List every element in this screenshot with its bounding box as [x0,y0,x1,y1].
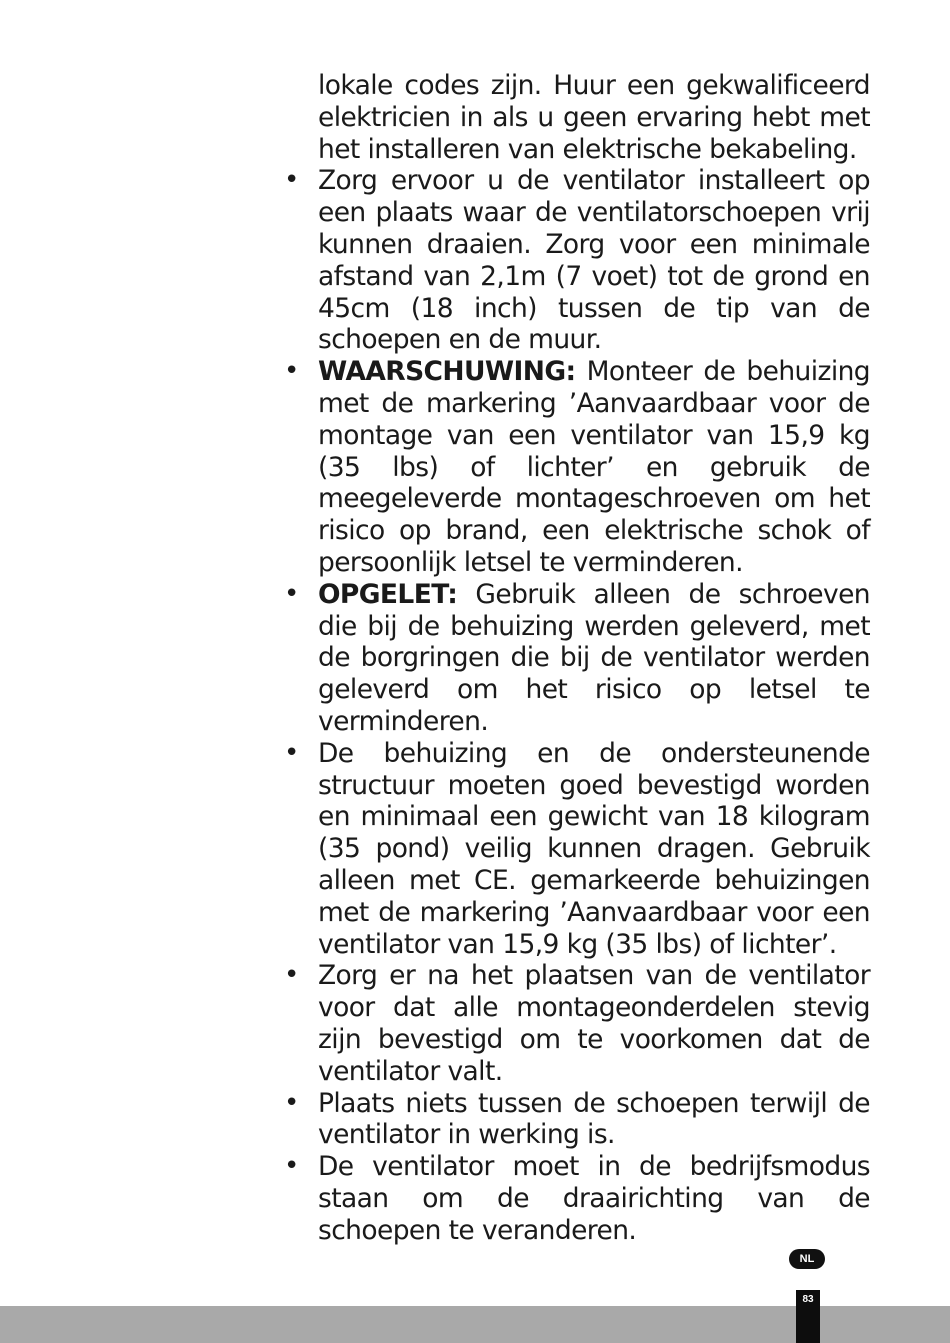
bullet-text: Monteer de behuizing met de markering ’Aanvaardbaar voor de montage van een ventilator van 15,9 kg (35 lbs) of lichter’ en gebruik de meegeleverde montageschroeven om het risico op brand, een elektrische schok of persoonlijk letsel te verminderen. [318,356,870,578]
bullet-icon: • [284,960,299,991]
intro-paragraph: lokale codes zijn. Huur een gekwalificeerd elektricien in als u geen ervaring hebt met het installeren van elektrische bekabeling. [318,70,870,165]
page-number-tab [796,1290,820,1343]
bullet-text: Plaats niets tussen de schoepen terwijl de ventilator in werking is. [318,1087,870,1151]
bullet-text: Zorg ervoor u de ventilator installeert op een plaats waar de ventilatorschoepen vrij kunnen draaien. Zorg voor een minimale afstand van 2,1m (7 voet) tot de grond en 45cm (18 inch) tussen de tip van de schoepen en de muur. [318,165,870,356]
bullet-icon: • [284,165,299,196]
bullet-text: Zorg er na het plaatsen van de ventilator voor dat alle montageonderdelen stevig zijn bevestigd om te voorkomen dat de ventilator valt. [318,960,870,1087]
bullet-item-secure-mounting [280,960,870,1087]
bullet-icon: • [284,737,299,768]
bullet-icon: • [284,1151,299,1182]
bullet-item-blade-safety [280,1088,870,1152]
bullet-text: De ventilator moet in de bedrijfsmodus staan om de draairichting van de schoepen te veranderen. [318,1151,870,1246]
bullet-item-support-structure [280,738,870,961]
bullet-icon: • [284,1087,299,1118]
bullet-item-warning [280,356,870,579]
bullet-icon: • [284,356,299,387]
bullet-item-rotation-direction [280,1151,870,1246]
page-number: 83 [802,1294,814,1305]
bullet-icon: • [284,578,299,609]
instruction-text-column [280,70,870,1246]
warning-label: WAARSCHUWING: [318,356,576,388]
bullet-item-caution [280,579,870,738]
bullet-item-installation-clearance [280,165,870,356]
caution-label: OPGELET: [318,578,458,610]
bullet-text: De behuizing en de ondersteunende structuur moeten goed bevestigd worden en minimaal een gewicht van 18 kilogram (35 pond) veilig kunnen dragen. Gebruik alleen met CE. gemarkeerde behuizingen met de markering ’Aanvaardbaar voor een ventilator van 15,9 kg (35 lbs) of lichter’. [318,737,870,960]
bullet-text: Gebruik alleen de schroeven die bij de behuizing werden geleverd, met de borgringen die bij de ventilator werden geleverd om het risico op letsel te verminderen. [318,578,870,737]
language-badge: NL [789,1249,825,1269]
